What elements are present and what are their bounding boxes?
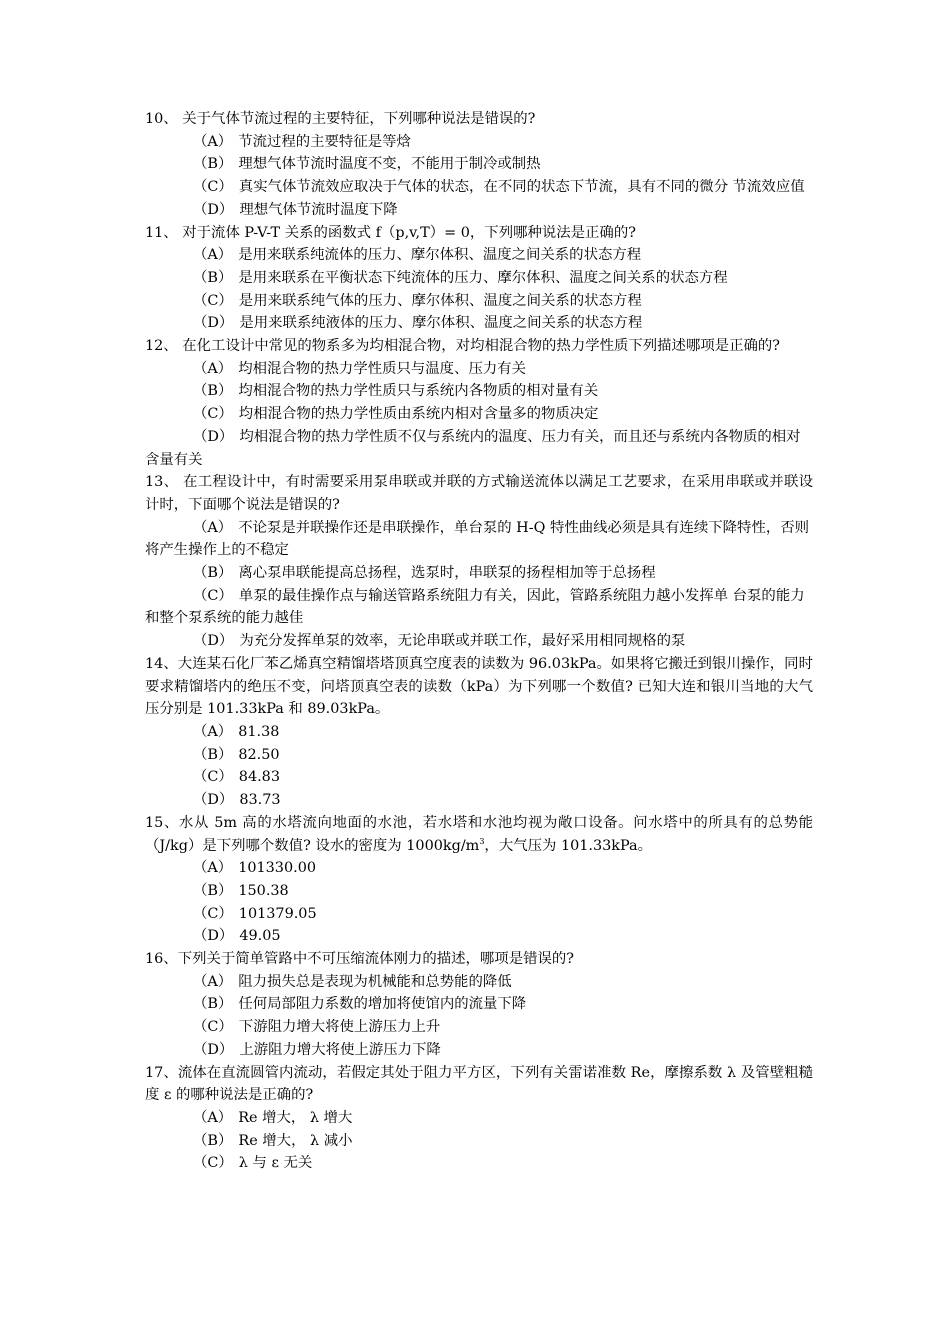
question-14 <box>145 653 813 812</box>
question-stem: 14、大连某石化厂苯乙烯真空精馏塔塔顶真空度表的读数为 96.03kPa。如果将它搬迁到银川操作，同时要求精馏塔内的绝压不变，问塔顶真空表的读数（kPa）为下列哪一个数值? 已知大连和银川当地的大气压分别是 101.33kPa 和 89.03kPa。 <box>145 655 813 718</box>
question-stem: 11、 对于流体 P-V-T 关系的函数式 f（p,v,T）= 0，下列哪种说法是正确的? <box>145 224 636 241</box>
option-c: （C） 84.83 <box>193 769 280 786</box>
option-d: （D） 均相混合物的热力学性质不仅与系统内的温度、压力有关，而且还与系统内各物质的相对含量有关 <box>145 428 801 468</box>
option-d: （D） 是用来联系纯液体的压力、摩尔体积、温度之间关系的状态方程 <box>193 315 643 332</box>
option-a: （A） 101330.00 <box>193 860 317 877</box>
question-stem: 17、流体在直流圆管内流动，若假定其处于阻力平方区，下列有关雷诺准数 Re，摩擦系数 λ 及管壁粗糙度 ε 的哪种说法是正确的? <box>145 1064 813 1104</box>
question-stem: 16、下列关于简单管路中不可压缩流体刚力的描述，哪项是错误的? <box>145 951 574 968</box>
option-d: （D） 49.05 <box>193 928 281 945</box>
option-b: （B） 离心泵串联能提高总扬程，选泵时，串联泵的扬程相加等于总扬程 <box>193 565 656 582</box>
option-c: （C） 101379.05 <box>193 905 317 922</box>
option-b: （B） Re 增大， λ 减小 <box>193 1132 353 1149</box>
option-b: （B） 82.50 <box>193 746 280 763</box>
option-b: （B） 是用来联系在平衡状态下纯流体的压力、摩尔体积、温度之间关系的状态方程 <box>193 269 728 286</box>
option-d: （D） 理想气体节流时温度下降 <box>193 201 398 218</box>
question-12 <box>145 335 813 471</box>
option-b: （B） 任何局部阻力系数的增加将使馆内的流量下降 <box>193 996 527 1013</box>
option-d: （D） 83.73 <box>193 792 281 809</box>
question-stem: 13、 在工程设计中，有时需要采用泵串联或并联的方式输送流体以满足工艺要求，在采用串联或并联设计时，下面哪个说法是错误的? <box>145 474 813 513</box>
question-stem: 10、 关于气体节流过程的主要特征，下列哪种说法是错误的? <box>145 111 536 127</box>
option-a: （A） 阻力损失总是表现为机械能和总势能的降低 <box>193 973 512 990</box>
option-c: （C） λ 与 ε 无关 <box>193 1155 313 1172</box>
question-16 <box>145 948 813 1062</box>
question-11 <box>145 222 813 336</box>
question-stem: 12、 在化工设计中常见的物系多为均相混合物，对均相混合物的热力学性质下列描述哪项是正确的? <box>145 338 781 355</box>
option-c: （C） 下游阻力增大将使上游压力上升 <box>193 1019 441 1036</box>
question-stem: 15、水从 5m 高的水塔流向地面的水池，若水塔和水池均视为敞口设备。问水塔中的所具有的总势能（J/kg）是下列哪个数值? 设水的密度为 $1000kg/m^3$，大气压为 101.33kPa。 <box>145 814 813 854</box>
option-a: （A） Re 增大， λ 增大 <box>193 1109 353 1126</box>
option-c: （C） 单泵的最佳操作点与输送管路系统阻力有关，因此，管路系统阻力越小发挥单 台泵的能力和整个泵系统的能力越佳 <box>145 587 805 627</box>
option-c: （C） 均相混合物的热力学性质由系统内相对含量多的物质决定 <box>193 406 599 423</box>
option-a: （A） 节流过程的主要特征是等焓 <box>193 133 411 150</box>
option-b: （B） 150.38 <box>193 882 289 899</box>
option-a: （A） 均相混合物的热力学性质只与温度、压力有关 <box>193 360 527 377</box>
option-d: （D） 为充分发挥单泵的效率，无论串联或并联工作，最好采用相同规格的泵 <box>193 633 686 650</box>
question-13 <box>145 471 813 653</box>
option-a: （A） 是用来联系纯流体的压力、摩尔体积、温度之间关系的状态方程 <box>193 247 642 264</box>
option-b: （B） 均相混合物的热力学性质只与系统内各物质的相对量有关 <box>193 383 599 400</box>
question-15 <box>145 812 813 948</box>
question-10 <box>145 108 813 222</box>
option-c: （C） 是用来联系纯气体的压力、摩尔体积、温度之间关系的状态方程 <box>193 292 642 309</box>
option-b: （B） 理想气体节流时温度不变，不能用于制冷或制热 <box>193 156 541 173</box>
option-d: （D） 上游阻力增大将使上游压力下降 <box>193 1041 441 1058</box>
question-17 <box>145 1062 813 1176</box>
superscript: 3 <box>479 836 485 846</box>
option-a: （A） 81.38 <box>193 723 280 740</box>
question-list <box>145 108 813 1175</box>
option-a: （A） 不论泵是并联操作还是串联操作，单台泵的 H-Q 特性曲线必须是具有连续下降特性，否则将产生操作上的不稳定 <box>145 519 810 559</box>
option-c: （C） 真实气体节流效应取决于气体的状态，在不同的状态下节流，具有不同的微分 节流效应值 <box>193 179 805 196</box>
